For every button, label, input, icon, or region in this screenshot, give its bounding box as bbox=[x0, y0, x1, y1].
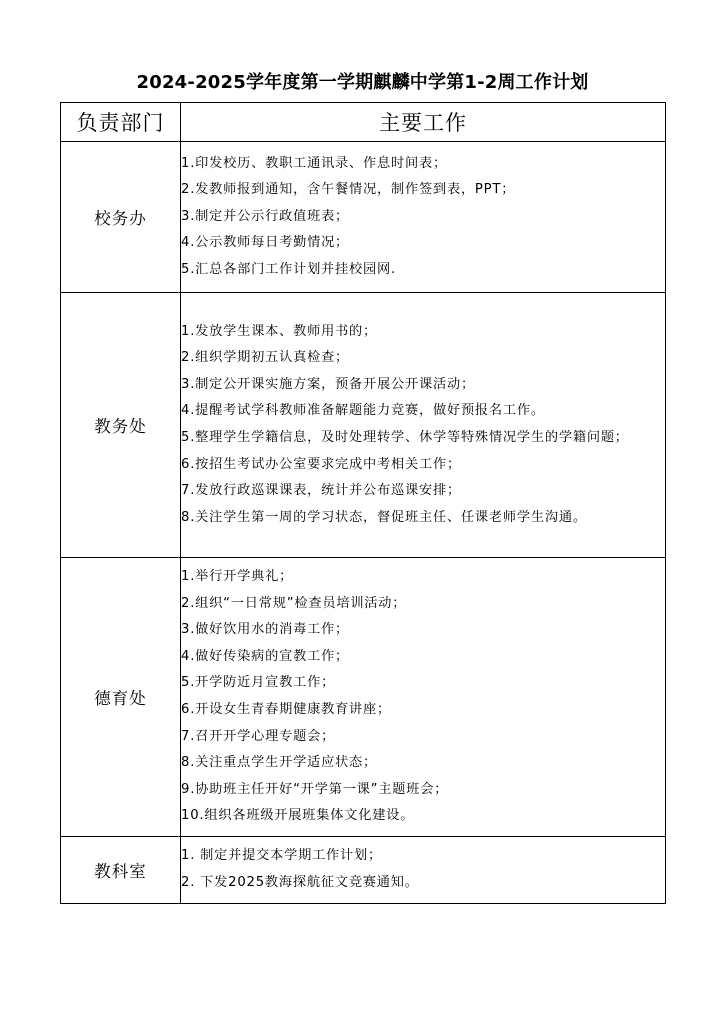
work-cell bbox=[181, 837, 666, 904]
department-cell: 教科室 bbox=[61, 837, 181, 904]
work-list bbox=[181, 319, 665, 532]
list-item: 4.做好传染病的宣教工作； bbox=[181, 648, 350, 664]
work-cell bbox=[181, 142, 666, 293]
work-cell bbox=[181, 558, 666, 837]
list-item: 2.发教师报到通知，含午餐情况，制作签到表，PPT； bbox=[181, 182, 516, 198]
list-item: 2.组织学期初五认真检查； bbox=[181, 350, 350, 366]
document-title: 2024-2025学年度第一学期麒麟中学第1-2周工作计划 bbox=[136, 72, 589, 93]
work-plan-table bbox=[60, 102, 666, 904]
department-cell: 德育处 bbox=[61, 558, 181, 837]
work-list bbox=[181, 564, 665, 830]
list-item: 3.制定并公示行政值班表； bbox=[181, 208, 350, 224]
list-item: 10.组织各班级开展班集体文化建设。 bbox=[181, 808, 415, 824]
list-item: 6.开设女生青春期健康教育讲座； bbox=[181, 702, 392, 717]
list-item: 1.举行开学典礼； bbox=[181, 569, 294, 585]
list-item: 2.组织“一日常规”检查员培训活动； bbox=[181, 595, 407, 611]
work-list bbox=[181, 843, 665, 896]
work-list bbox=[181, 151, 665, 284]
table-row bbox=[61, 558, 666, 837]
list-item: 5.整理学生学籍信息，及时处理转学、休学等特殊情况学生的学籍问题； bbox=[181, 430, 629, 445]
list-item: 1.发放学生课本、教师用书的； bbox=[181, 323, 378, 339]
list-item: 3.制定公开课实施方案，预备开展公开课活动； bbox=[181, 376, 475, 392]
table-row bbox=[61, 142, 666, 293]
list-item: 2. 下发2025教海探航征文竞赛通知。 bbox=[181, 875, 419, 890]
list-item: 7.召开开学心理专题会； bbox=[181, 728, 336, 744]
list-item: 1.印发校历、教职工通讯录、作息时间表； bbox=[181, 155, 447, 171]
list-item: 4.公示教师每日考勤情况； bbox=[181, 235, 350, 251]
table-row bbox=[61, 837, 666, 904]
header-department: 负责部门 bbox=[61, 103, 181, 142]
list-item: 7.发放行政巡课课表，统计并公布巡课安排； bbox=[181, 483, 461, 499]
list-item: 5.汇总各部门工作计划并挂校园网. bbox=[181, 261, 396, 277]
list-item: 3.做好饮用水的消毒工作； bbox=[181, 622, 350, 638]
work-cell bbox=[181, 293, 666, 558]
department-cell: 教务处 bbox=[61, 293, 181, 558]
table-header-row bbox=[61, 103, 666, 142]
list-item: 8.关注学生第一周的学习状态，督促班主任、任课老师学生沟通。 bbox=[181, 509, 587, 525]
list-item: 9.协助班主任开好“开学第一课”主题班会； bbox=[181, 781, 449, 797]
table-row bbox=[61, 293, 666, 558]
list-item: 1. 制定并提交本学期工作计划； bbox=[181, 848, 383, 864]
list-item: 4.提醒考试学科教师准备解题能力竞赛，做好预报名工作。 bbox=[181, 403, 545, 419]
department-cell: 校务办 bbox=[61, 142, 181, 293]
list-item: 6.按招生考试办公室要求完成中考相关工作； bbox=[181, 456, 461, 472]
list-item: 8.关注重点学生开学适应状态； bbox=[181, 755, 378, 771]
list-item: 5.开学防近月宣教工作； bbox=[181, 675, 336, 691]
header-main-work: 主要工作 bbox=[181, 103, 666, 142]
